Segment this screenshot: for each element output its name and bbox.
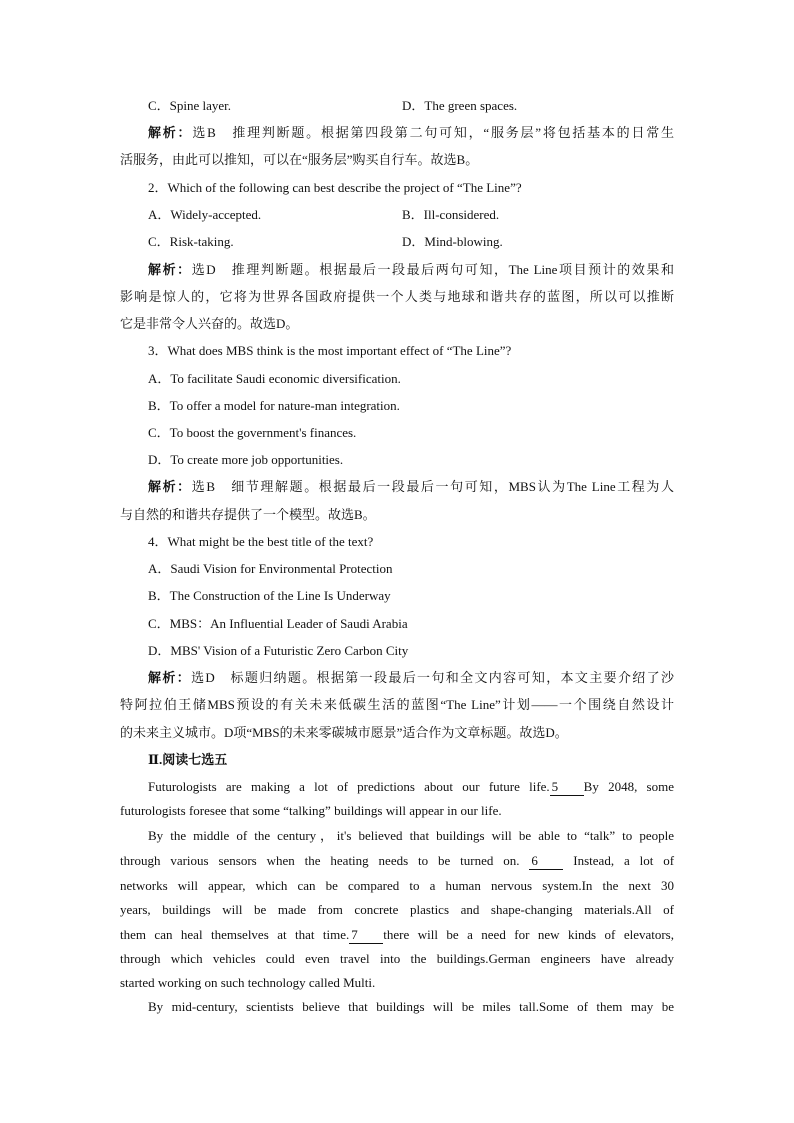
passage-line: futurologists foresee that some “talking” buildings will appear in our life.: [120, 803, 502, 818]
analysis-label: 解析：: [148, 479, 192, 494]
q4-analysis-line: 的未来主义城市。D项“MBS的未来零碳城市愿景”适合作为文章标题。故选D。: [120, 725, 568, 740]
q2-option-d: D．Mind-blowing.: [402, 234, 503, 249]
q2-option-a: A．Widely-accepted.: [148, 207, 262, 222]
q2-option-b: B．Ill-considered.: [402, 207, 500, 222]
passage-line: started working on such technology called Multi.: [120, 975, 376, 990]
passage-line: through various sensors when the heating needs to be turned on. 6 Instead, a lot of: [120, 853, 675, 868]
q2-stem: 2．Which of the following can best describe the project of “The Line”?: [148, 180, 522, 195]
analysis-label: 解析：: [148, 262, 192, 277]
q1-analysis-line: 解析：选B 推理判断题。根据第四段第二句可知，“服务层”将包括基本的日常生: [148, 125, 674, 140]
q1-option-c: C．Spine layer.: [148, 98, 232, 113]
q3-analysis-line: 与自然的和谐共存提供了一个模型。故选B。: [120, 507, 376, 522]
q3-option-c: C．To boost the government's finances.: [148, 425, 357, 440]
answer-blank-5: 5: [550, 778, 584, 796]
q3-analysis-line: 解析：选B 细节理解题。根据最后一段最后一句可知，MBS认为The Line工程为人: [148, 479, 674, 494]
q4-option-c: C．MBS：An Influential Leader of Saudi Arabia: [148, 616, 408, 631]
q4-option-b: B．The Construction of the Line Is Underway: [148, 588, 391, 603]
analysis-label: 解析：: [148, 670, 192, 685]
q2-analysis-line: 它是非常令人兴奋的。故选D。: [120, 316, 299, 331]
passage-line: years, buildings will be made from concrete plastics and shape-changing materials.All of: [120, 902, 674, 917]
passage-line: Futurologists are making a lot of predictions about our future life. 5 By 2048, some: [148, 779, 674, 794]
q4-stem: 4．What might be the best title of the text?: [148, 534, 374, 549]
answer-blank-7: 7: [349, 926, 383, 944]
passage-line: through which vehicles could even travel into the buildings.German engineers have already: [120, 951, 674, 966]
q4-analysis-line: 解析：选D 标题归纳题。根据第一段最后一句和全文内容可知，本文主要介绍了沙: [148, 670, 674, 685]
q3-option-a: A．To facilitate Saudi economic diversification.: [148, 371, 401, 386]
q2-analysis-line: 解析：选D 推理判断题。根据最后一段最后两句可知，The Line项目预计的效果和: [148, 262, 674, 277]
q4-analysis-line: 特阿拉伯王储MBS预设的有关未来低碳生活的蓝图“The Line”计划——一个围绕自然设计: [120, 697, 674, 712]
passage-line: By mid-century, scientists believe that buildings will be miles tall.Some of them may be: [148, 999, 674, 1014]
passage-line: networks will appear, which can be compared to a human nervous system.In the next 30: [120, 878, 674, 893]
q3-option-b: B．To offer a model for nature-man integration.: [148, 398, 400, 413]
passage-line: them can heal themselves at that time. 7 there will be a need for new kinds of elevators,: [120, 927, 674, 942]
answer-blank-6: 6: [529, 852, 563, 870]
passage-line: By the middle of the century，it's believed that buildings will be able to “talk” to people: [148, 828, 674, 843]
q2-analysis-line: 影响是惊人的，它将为世界各国政府提供一个人类与地球和谐共存的蓝图，所以可以推断: [120, 289, 674, 304]
q3-option-d: D．To create more job opportunities.: [148, 452, 344, 467]
q2-option-c: C．Risk-taking.: [148, 234, 234, 249]
q1-analysis-line: 活服务，由此可以推知，可以在“服务层”购买自行车。故选B。: [120, 152, 479, 167]
section-heading: Ⅱ.阅读七选五: [148, 752, 228, 767]
q1-option-d: D．The green spaces.: [402, 98, 518, 113]
analysis-label: 解析：: [148, 125, 193, 140]
q4-option-d: D．MBS' Vision of a Futuristic Zero Carbon City: [148, 643, 409, 658]
q3-stem: 3．What does MBS think is the most important effect of “The Line”?: [148, 343, 512, 358]
q4-option-a: A．Saudi Vision for Environmental Protection: [148, 561, 393, 576]
